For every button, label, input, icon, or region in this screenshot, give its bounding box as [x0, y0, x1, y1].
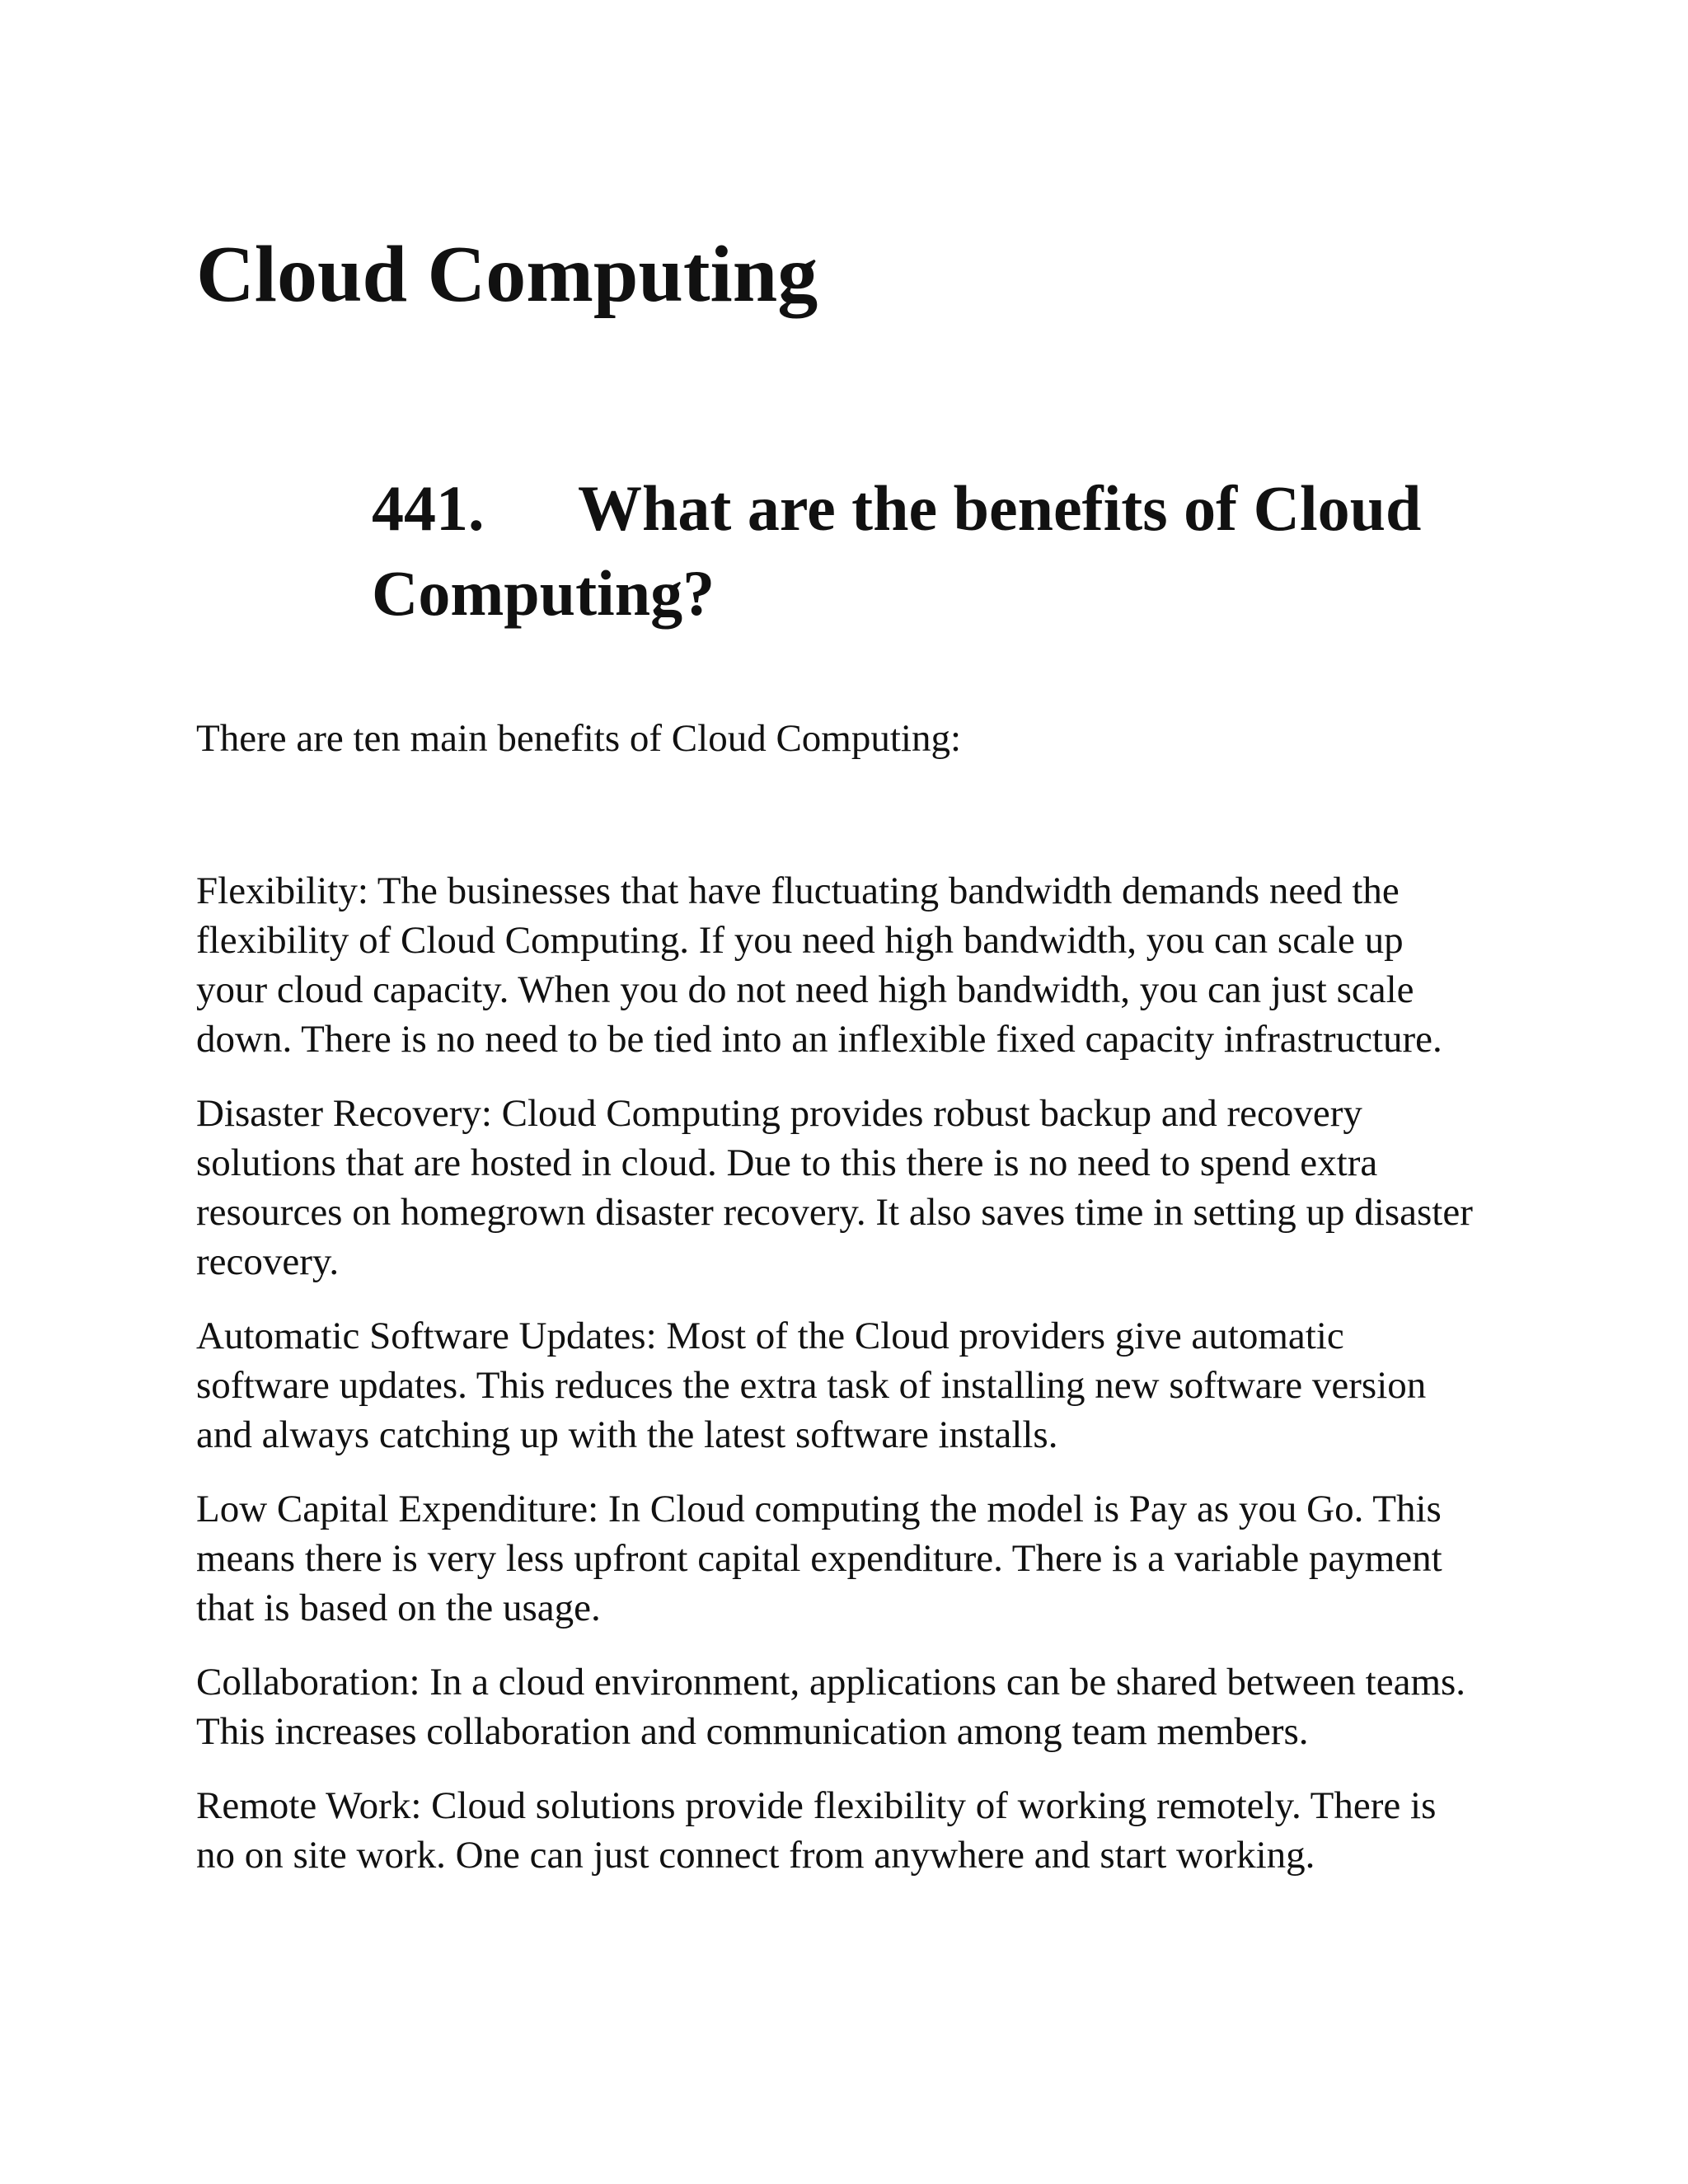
benefit-collaboration: Collaboration: In a cloud environment, applications can be shared between teams. This increases collaboration and communication among team members. — [196, 1661, 1466, 1753]
chapter-title: Cloud Computing — [196, 230, 818, 319]
question-number: 441. — [372, 472, 485, 544]
benefit-automatic-updates: Automatic Software Updates: Most of the Cloud providers give automatic software updates. This reduces the extra task of installing new software version and always catching up with the latest software installs. — [196, 1315, 1427, 1456]
benefit-low-capital-expenditure: Low Capital Expenditure: In Cloud computing the model is Pay as you Go. This means there is very less upfront capital expenditure. There is a variable payment that is based on the usage. — [196, 1488, 1442, 1629]
question-text: What are the benefits of Cloud Computing? — [372, 472, 1422, 629]
benefit-disaster-recovery: Disaster Recovery: Cloud Computing provides robust backup and recovery solutions that are hosted in cloud. Due to this there is no need to spend extra resources on homegrown disaster recovery. It also saves time in setting up disaster recovery. — [196, 1092, 1473, 1283]
benefits-list — [196, 866, 1482, 1905]
question-heading — [372, 466, 1526, 635]
benefit-remote-work: Remote Work: Cloud solutions provide flexibility of working remotely. There is no on site work. One can just connect from anywhere and start working. — [196, 1784, 1437, 1877]
benefit-flexibility: Flexibility: The businesses that have fluctuating bandwidth demands need the flexibility of Cloud Computing. If you need high bandwidth, you can scale up your cloud capacity. When you do not need high bandwidth, you can just scale down. There is no need to be tied into an inflexible fixed capacity infrastructure. — [196, 869, 1442, 1061]
intro-paragraph: There are ten main benefits of Cloud Computing: — [196, 717, 962, 760]
